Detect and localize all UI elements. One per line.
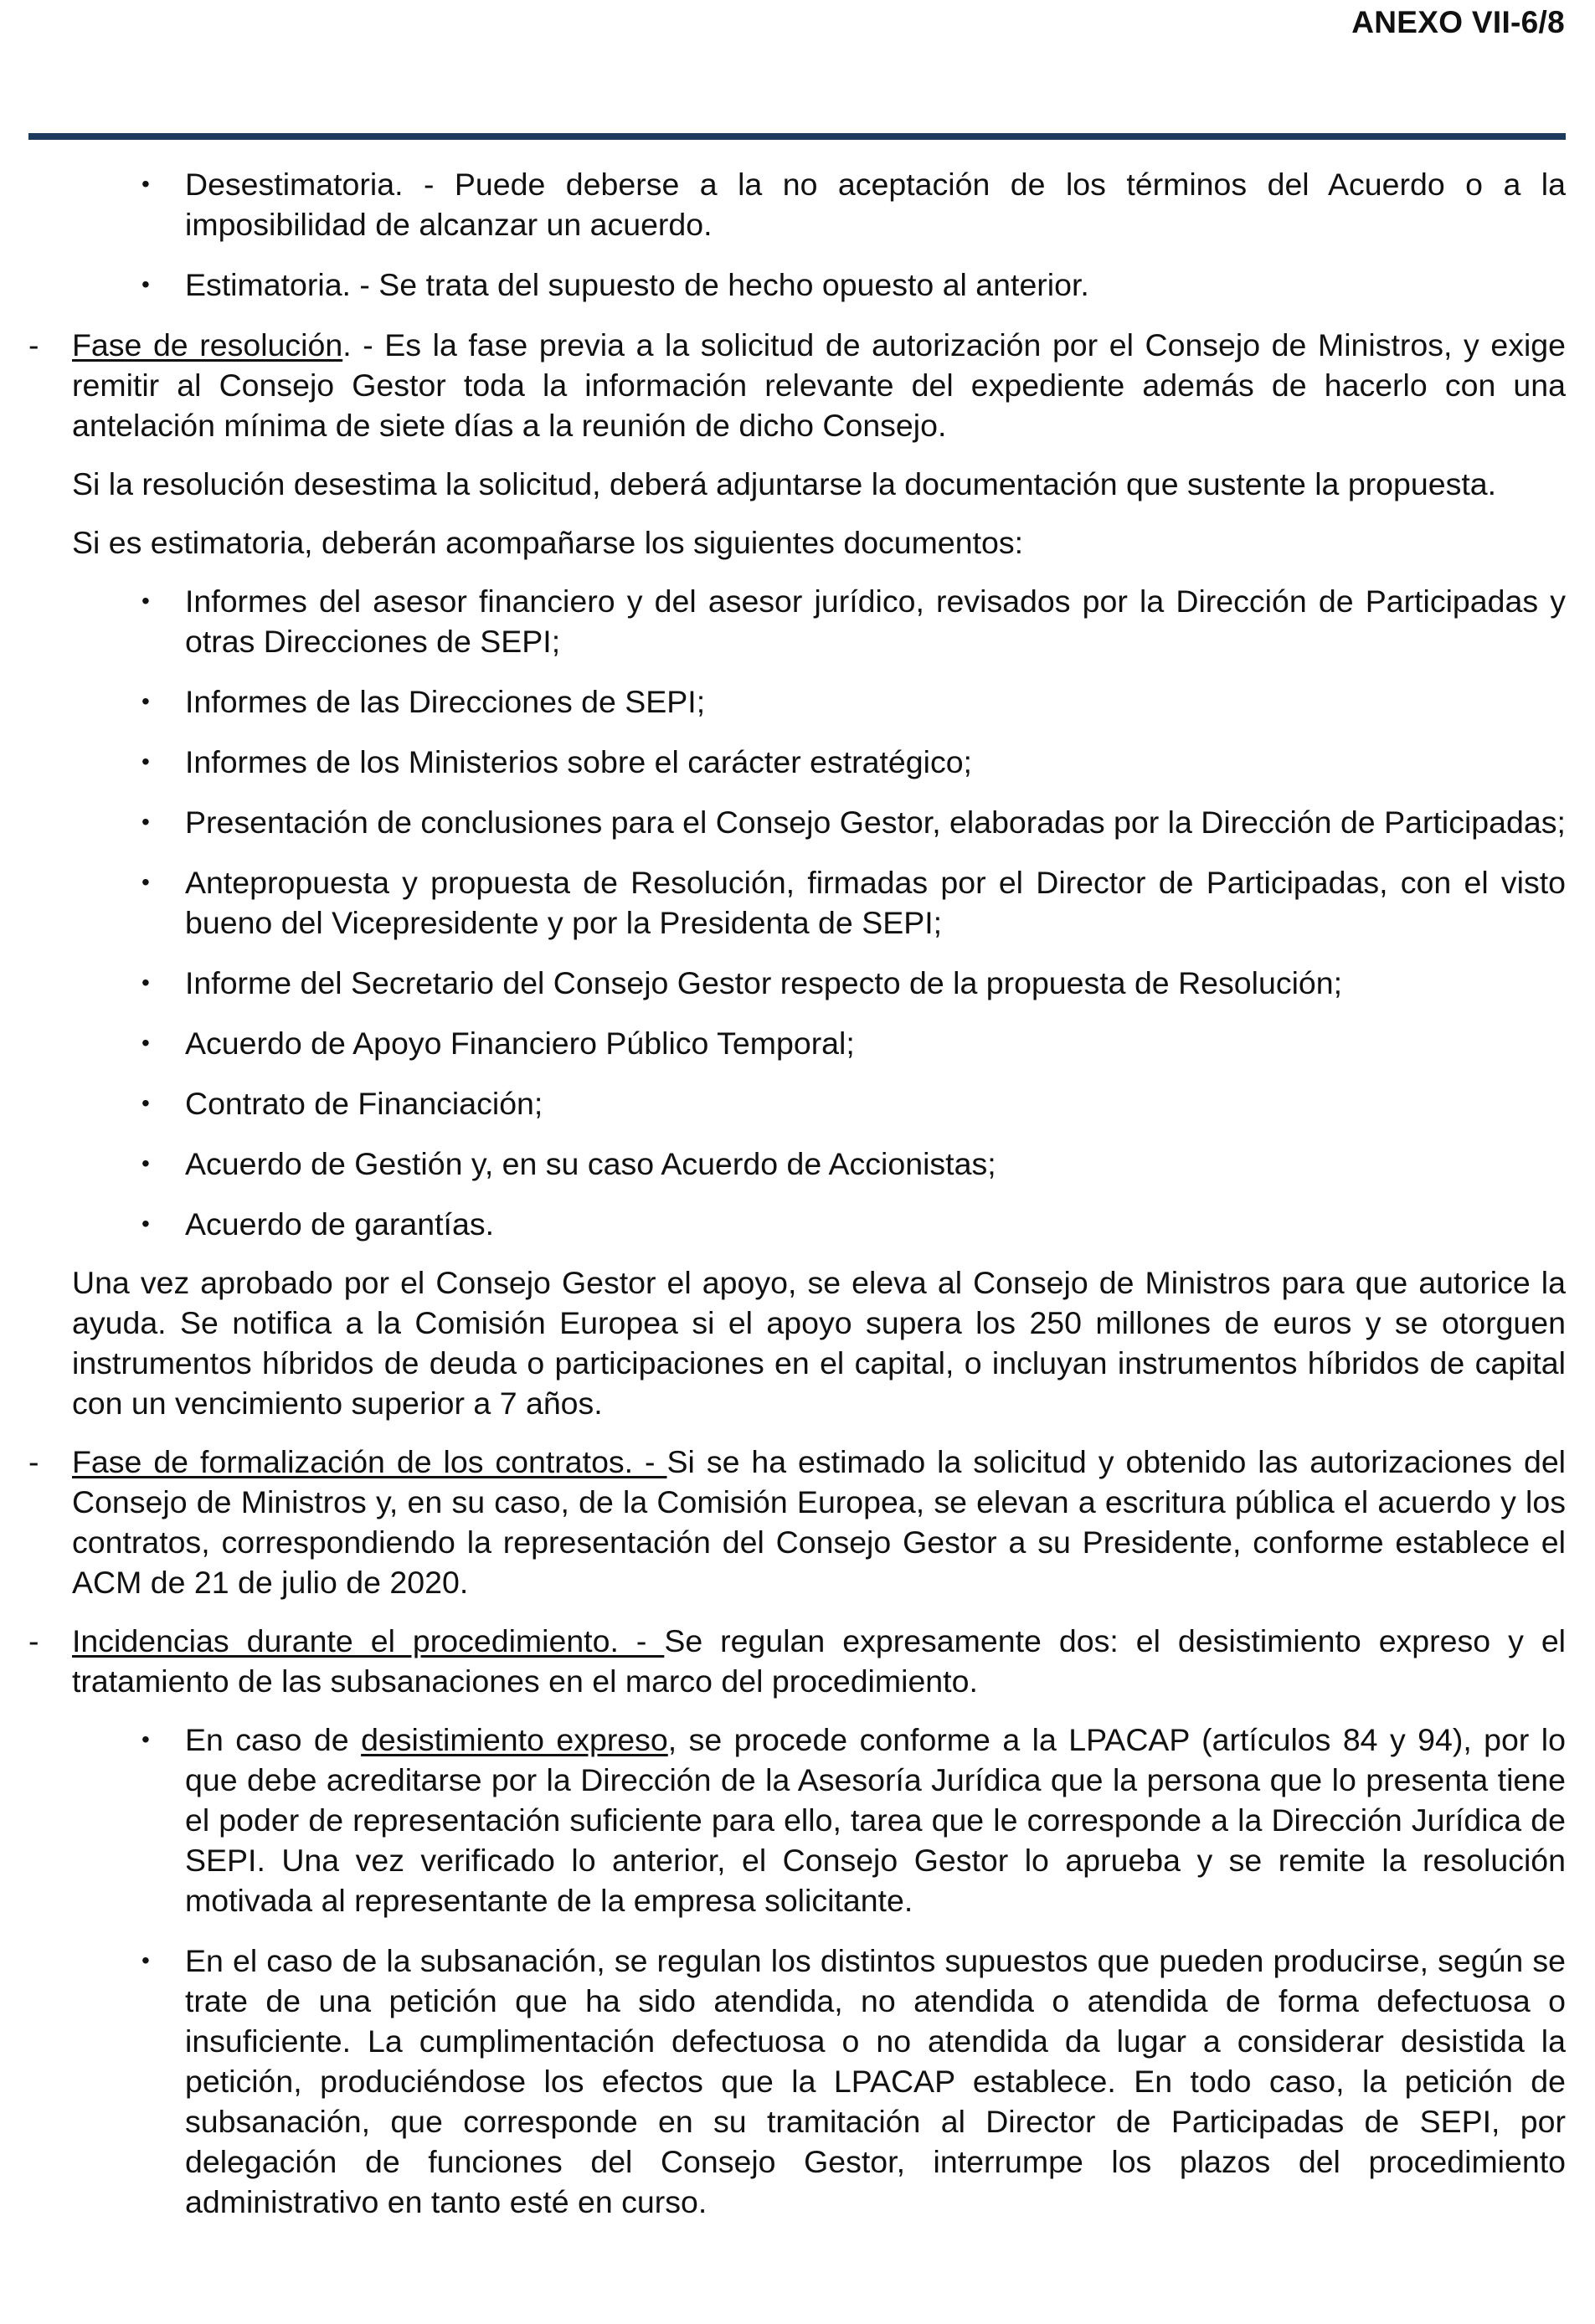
list-item: • Presentación de conclusiones para el Consejo Gestor, elaboradas por la Dirección de Participadas;: [185, 802, 1566, 842]
section-incidencias: [28, 1621, 1567, 1701]
documents-list: [72, 581, 1566, 1244]
desistimiento-text: , se procede conforme a la LPACAP (artículos 84 y 94), por lo que debe acreditarse por la Dirección de la Asesoría Jurídica que la persona que lo presenta tiene el poder de representación suficiente para ello, tarea que le corresponde a la Dirección Jurídica de SEPI. Una vez verificado lo anterior, el Consejo Gestor lo aprueba y se remite la resolución motivada al representante de la empresa solicitante.: [185, 1722, 1566, 1918]
list-item: • En el caso de la subsanación, se regulan los distintos supuestos que pueden producirse, según se trate de una petición que ha sido atendida, no atendida o atendida de forma defectuosa o insuficiente. La cumplimentación defectuosa o no atendida da lugar a considerar desistida la petición, produciéndose los efectos que la LPACAP establece. En todo caso, la petición de subsanación, que corresponde en su tramitación al Director de Participadas de SEPI, por delegación de funciones del Consejo Gestor, interrumpe los plazos del procedimiento administrativo en tanto esté en curso.: [185, 1941, 1566, 2222]
dash-marker: -: [28, 1444, 39, 1479]
paragraph-desestima: Si la resolución desestima la solicitud, deberá adjuntarse la documentación que sustente la propuesta.: [72, 466, 1497, 501]
section-title-incidencias: Incidencias durante el procedimiento. -: [72, 1623, 665, 1658]
section-title-formalizacion: Fase de formalización de los contratos. -: [72, 1444, 667, 1479]
page-header-title: ANEXO VII-6/8: [1351, 5, 1565, 39]
top-bullet-list: [72, 164, 1566, 305]
incidencias-list: [72, 1720, 1566, 2222]
section-text-formalizacion: Si se ha estimado la solicitud y obtenido las autorizaciones del Consejo de Ministros y, en su caso, de la Comisión Europea, se elevan a escritura pública el acuerdo y los contratos, correspondiendo la representación del Consejo Gestor a su Presidente, conforme establece el ACM de 21 de julio de 2020.: [72, 1444, 1566, 1600]
list-item: • Antepropuesta y propuesta de Resolución, firmadas por el Director de Participadas, con el visto bueno del Vicepresidente y por la Presidenta de SEPI;: [185, 862, 1566, 943]
section-resolucion: [28, 325, 1566, 445]
section-title-resolucion: Fase de resolución: [72, 327, 343, 362]
list-item: • Informes del asesor financiero y del asesor jurídico, revisados por la Dirección de Participadas y otras Direcciones de SEPI;: [185, 581, 1566, 661]
paragraph-estimatoria: Si es estimatoria, deberán acompañarse los siguientes documentos:: [72, 525, 1024, 560]
list-item: • Informes de los Ministerios sobre el carácter estratégico;: [185, 742, 1566, 782]
list-item: [185, 1720, 1566, 1920]
list-item: • Informe del Secretario del Consejo Gestor respecto de la propuesta de Resolución;: [185, 963, 1566, 1003]
list-item: • Acuerdo de garantías.: [185, 1204, 1566, 1244]
list-item: • Acuerdo de Gestión y, en su caso Acuerdo de Accionistas;: [185, 1144, 1566, 1184]
list-item: • Informes de las Direcciones de SEPI;: [185, 681, 1566, 722]
list-item: • Estimatoria. - Se trata del supuesto de hecho opuesto al anterior.: [185, 265, 1566, 305]
section-text-incidencias: Se regulan expresamente dos: el desistimiento expreso y el tratamiento de las subsanaciones en el marco del procedimiento.: [72, 1623, 1567, 1699]
desistimiento-term: desistimiento expreso: [361, 1722, 668, 1757]
document-body: [28, 164, 1567, 2242]
dash-marker: -: [28, 327, 39, 362]
list-item: • Desestimatoria. - Puede deberse a la no aceptación de los términos del Acuerdo o a la imposibilidad de alcanzar un acuerdo.: [185, 164, 1566, 244]
section-formalizacion: [28, 1442, 1566, 1602]
header-rule: [28, 133, 1566, 140]
section-text-resolucion: . - Es la fase previa a la solicitud de autorización por el Consejo de Ministros, y exige remitir al Consejo Gestor toda la información relevante del expediente además de hacerlo con una antelación mínima de siete días a la reunión de dicho Consejo.: [72, 327, 1566, 443]
dash-marker: -: [28, 1623, 39, 1658]
list-item: • Acuerdo de Apoyo Financiero Público Temporal;: [185, 1023, 1566, 1063]
paragraph-aprobado: Una vez aprobado por el Consejo Gestor el apoyo, se eleva al Consejo de Ministros para que autorice la ayuda. Se notifica a la Comisión Europea si el apoyo supera los 250 millones de euros y se otorguen instrumentos híbridos de deuda o participaciones en el capital, o incluyan instrumentos híbridos de capital con un vencimiento superior a 7 años.: [72, 1265, 1566, 1421]
list-item: • Contrato de Financiación;: [185, 1083, 1566, 1123]
desistimiento-prefix: En caso de: [185, 1722, 362, 1757]
